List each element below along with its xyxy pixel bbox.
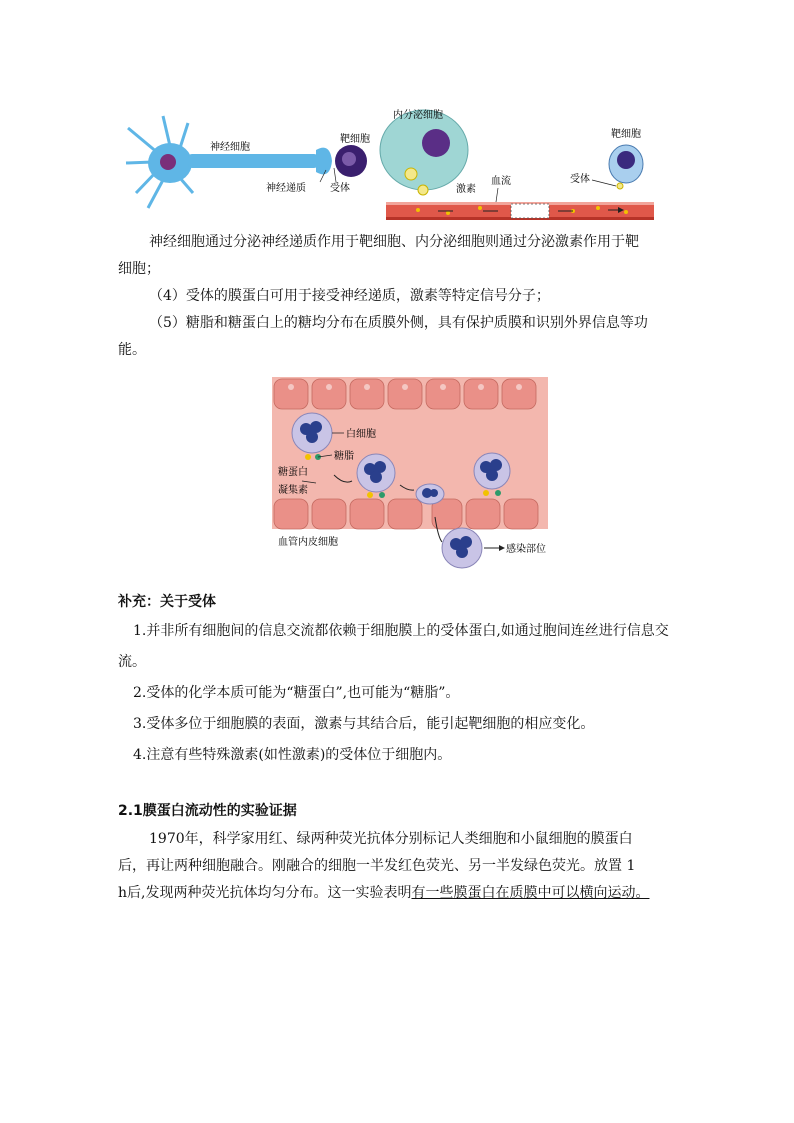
paragraph-3-line-2: 能。 xyxy=(118,342,146,358)
supplement-heading: 补充：关于受体 xyxy=(118,594,216,610)
endothelial-label: 血管内皮细胞 xyxy=(278,537,338,548)
lectin-label: 凝集素 xyxy=(278,485,308,496)
nerve-cell-label: 神经细胞 xyxy=(210,142,250,153)
paragraph-1-line-1: 神经细胞通过分泌神经递质作用于靶细胞、内分泌细胞则通过分泌激素作用于靶 xyxy=(149,234,639,250)
white-blood-cell-5 xyxy=(442,528,482,568)
receptor-left-label: 受体 xyxy=(330,183,350,194)
paragraph-1-line-2: 细胞； xyxy=(118,261,160,277)
section-line-3 xyxy=(118,883,649,903)
white-blood-cell-4 xyxy=(474,453,510,489)
neurotransmitter-label: 神经递质 xyxy=(266,183,306,194)
section-line-3-underlined: 有一些膜蛋白在质膜中可以横向运动。 xyxy=(411,885,650,901)
receptor-right-label: 受体 xyxy=(570,174,590,185)
target-cell-right-label: 靶细胞 xyxy=(611,129,641,140)
paragraph-2: （4）受体的膜蛋白可用于接受神经递质，激素等特定信号分子； xyxy=(149,288,550,304)
endothelial-top-row xyxy=(274,379,536,409)
white-blood-cell-2 xyxy=(357,454,395,492)
white-blood-cell-1 xyxy=(292,413,332,453)
glycolipid-label: 糖脂 xyxy=(334,451,354,462)
white-blood-cell-3 xyxy=(416,484,444,504)
section-heading: 2.1膜蛋白流动性的实验证据 xyxy=(118,803,297,819)
endothelial-bottom-row xyxy=(274,499,538,529)
section-line-2: 后，再让两种细胞融合。刚融合的细胞一半发红色荧光、另一半发绿色荧光。放置 1 xyxy=(118,858,636,874)
paragraph-3-line-1: （5）糖脂和糖蛋白上的糖均分布在质膜外侧，具有保护质膜和识别外界信息等功 xyxy=(149,315,648,331)
supplement-item-4: 4.注意有些特殊激素(如性激素)的受体位于细胞内。 xyxy=(133,747,452,763)
endocrine-cell-label: 内分泌细胞 xyxy=(393,110,443,121)
signaling-figure xyxy=(118,98,658,228)
supplement-item-1-line-2: 流。 xyxy=(118,654,146,670)
supplement-item-2: 2.受体的化学本质可能为“糖蛋白”,也可能为“糖脂”。 xyxy=(133,685,460,701)
hormone-label: 激素 xyxy=(456,184,476,195)
section-line-1: 1970年，科学家用红、绿两种荧光抗体分别标记人类细胞和小鼠细胞的膜蛋白 xyxy=(149,831,633,847)
leukocyte-figure xyxy=(272,377,548,573)
section-line-3-plain: h后,发现两种荧光抗体均匀分布。这一实验表明 xyxy=(118,885,412,901)
target-cell-left-label: 靶细胞 xyxy=(340,134,370,145)
supplement-item-3: 3.受体多位于细胞膜的表面，激素与其结合后，能引起靶细胞的相应变化。 xyxy=(133,716,595,732)
blood-flow-label: 血流 xyxy=(491,176,511,187)
supplement-item-1-line-1: 1.并非所有细胞间的信息交流都依赖于细胞膜上的受体蛋白,如通过胞间连丝进行信息交 xyxy=(133,623,669,639)
neuron-illustration xyxy=(126,116,332,208)
glycoprotein-label: 糖蛋白 xyxy=(278,467,308,478)
infection-site-label: 感染部位 xyxy=(506,544,546,555)
white-cell-label: 白细胞 xyxy=(346,429,376,440)
